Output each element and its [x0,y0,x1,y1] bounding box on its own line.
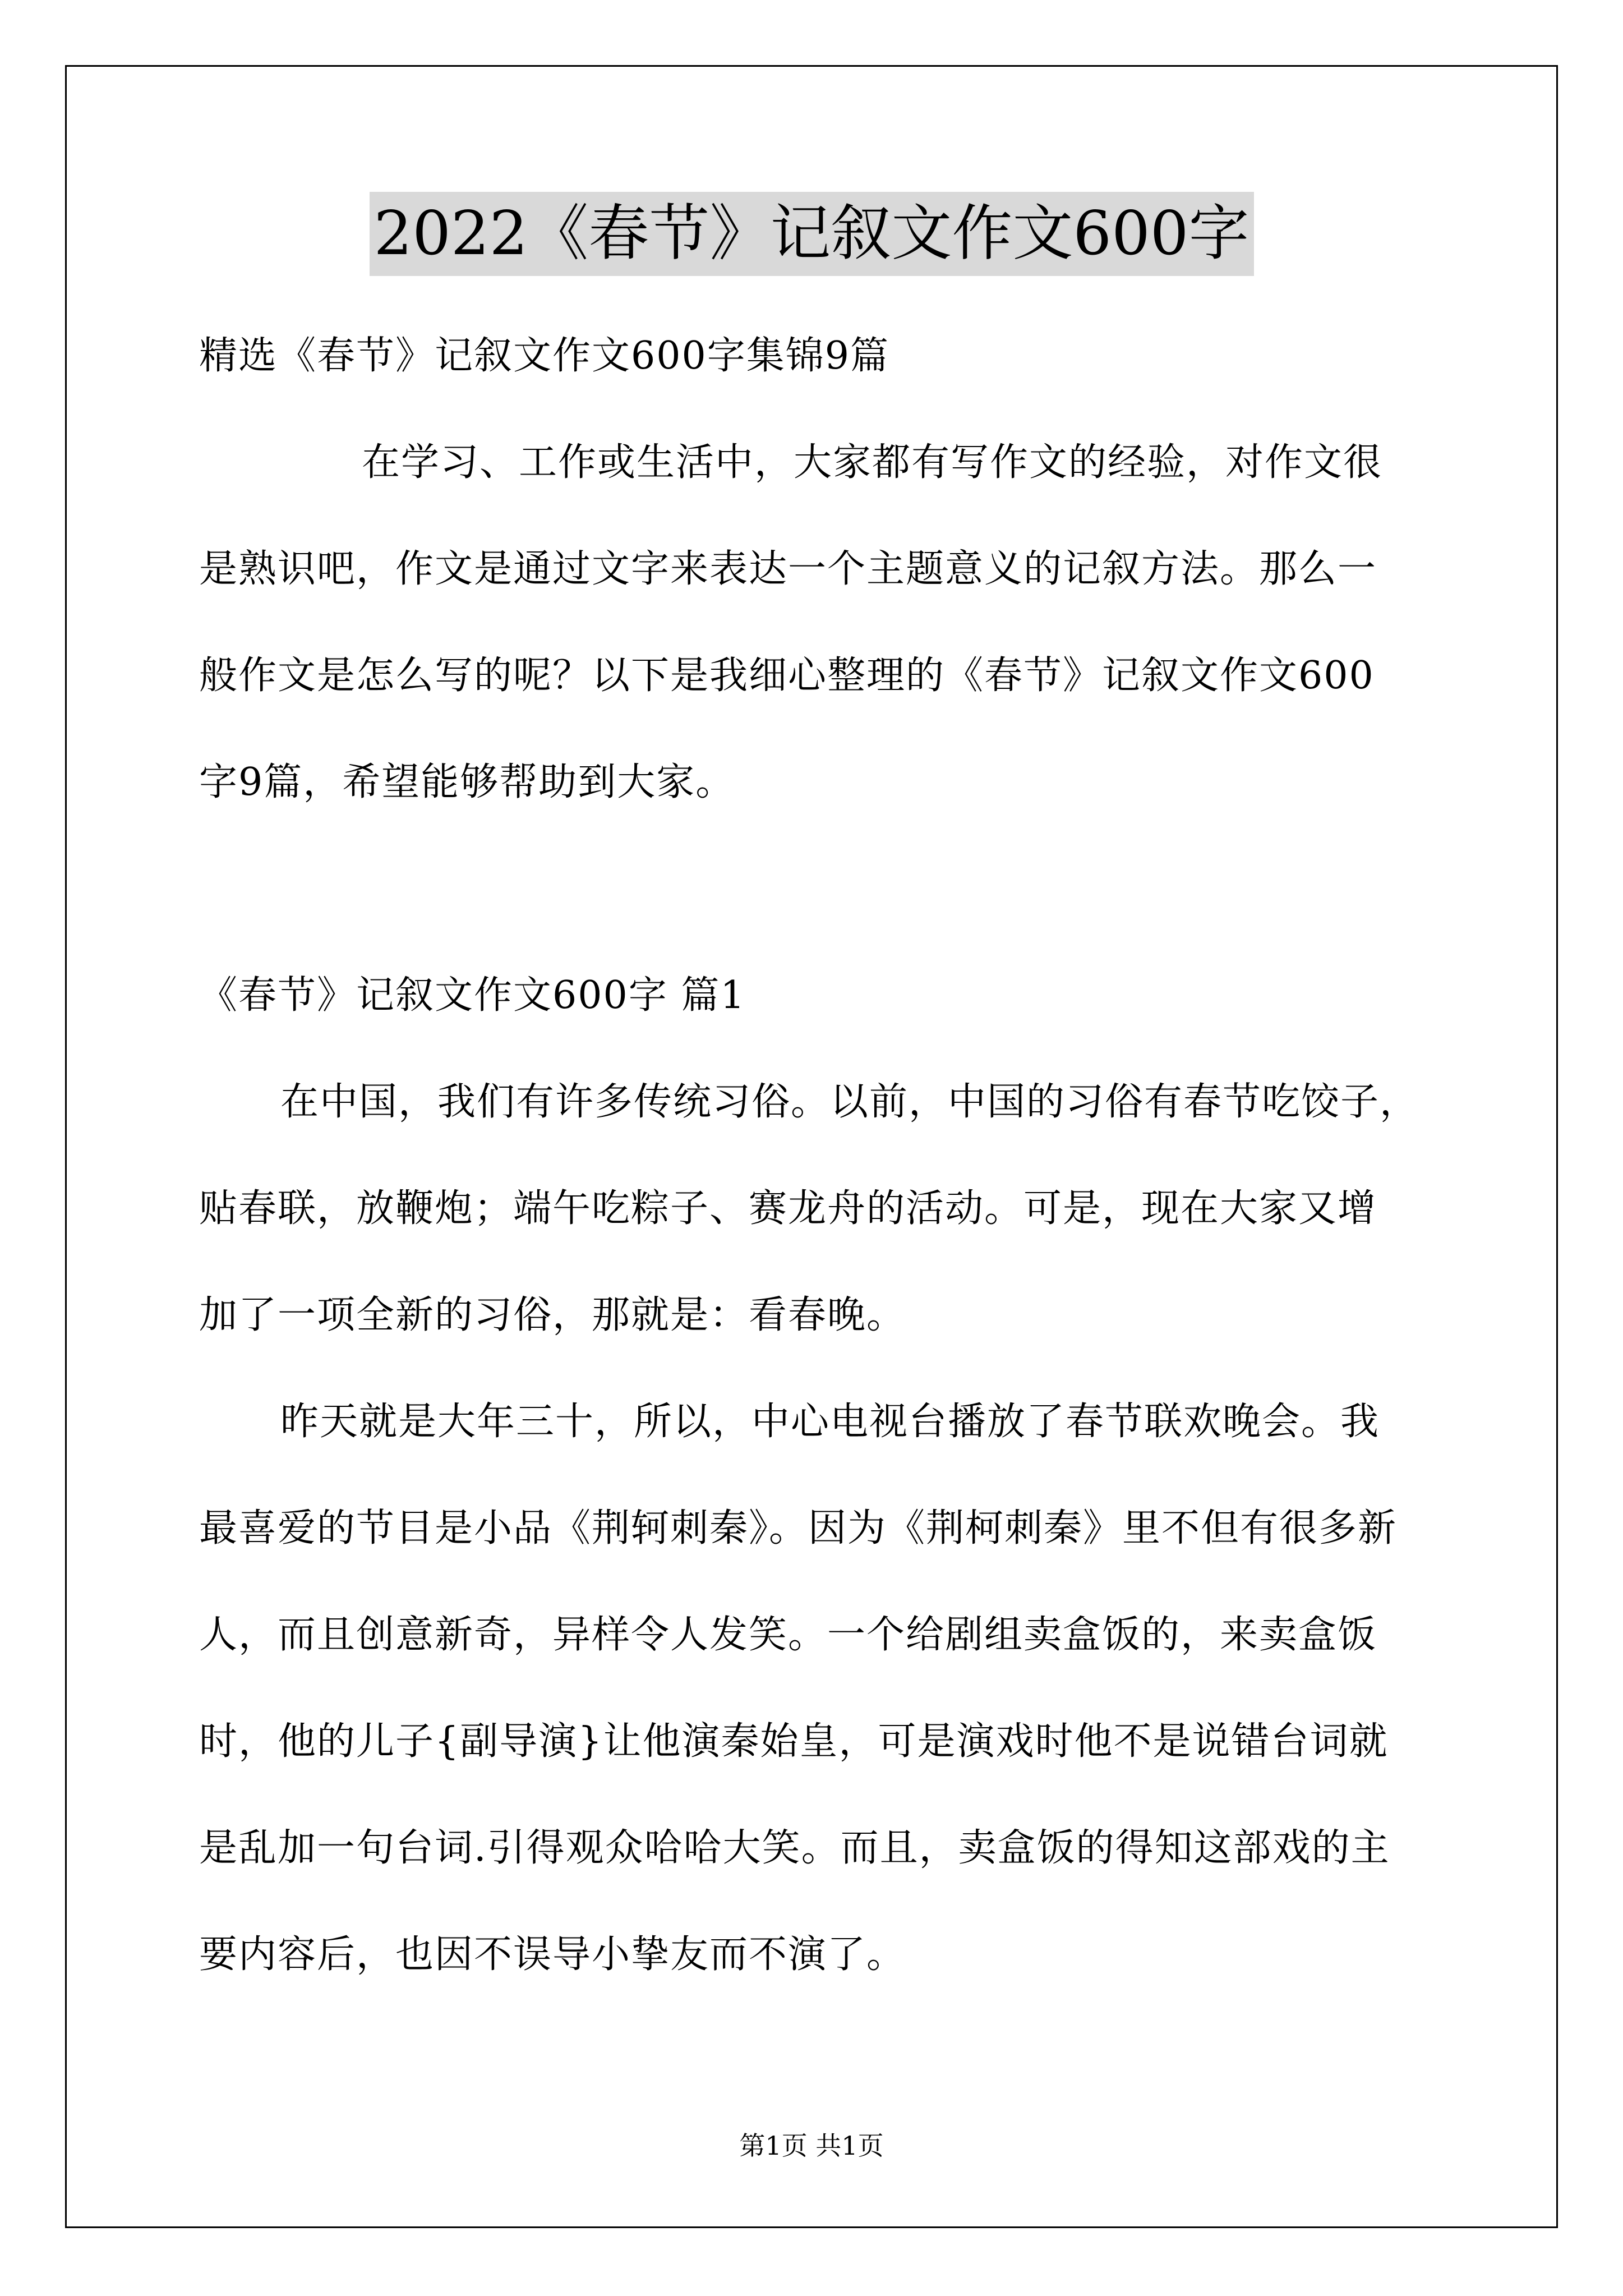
document-subtitle: 精选《春节》记叙文作文600字集锦9篇 [199,334,890,378]
intro-line: 在学习、工作或生活中，大家都有写作文的经验，对作文很 [362,440,1383,485]
section-heading: 《春节》记叙文作文600字 篇1 [199,973,746,1018]
page-footer [0,2126,1623,2165]
paragraph-line: 时，他的儿子{副导演}让他演秦始皇，可是演戏时他不是说错台词就 [199,1719,1389,1764]
document-body [199,303,1433,2008]
paragraph-line: 在中国，我们有许多传统习俗。以前，中国的习俗有春节吃饺子， [280,1080,1419,1124]
title-block [0,192,1623,276]
paragraph-line: 是乱加一句台词.引得观众哈哈大笑。而且，卖盒饭的得知这部戏的主 [199,1826,1390,1870]
page-number: 第1页 共1页 [739,2131,884,2161]
paragraph-line: 最喜爱的节目是小品《荆轲刺秦》。因为《荆柯刺秦》里不但有很多新 [199,1506,1398,1550]
paragraph-gap [199,836,1433,942]
document-title: 2022《春节》记叙文作文600字 [370,192,1254,276]
paragraph-line: 加了一项全新的习俗，那就是：看春晚。 [199,1293,906,1337]
paragraph-line: 要内容后，也因不误导小挚友而不演了。 [199,1932,906,1977]
paragraph-line: 昨天就是大年三十，所以，中心电视台播放了春节联欢晚会。我 [280,1400,1380,1444]
paragraph-line: 人，而且创意新奇，异样令人发笑。一个给剧组卖盒饭的，来卖盒饭 [199,1613,1377,1657]
paragraph-line: 贴春联，放鞭炮；端午吃粽子、赛龙舟的活动。可是，现在大家又增 [199,1186,1377,1231]
intro-line: 字9篇，希望能够帮助到大家。 [199,760,735,804]
intro-line: 是熟识吧，作文是通过文字来表达一个主题意义的记叙方法。那么一 [199,547,1377,591]
intro-line: 般作文是怎么写的呢？以下是我细心整理的《春节》记叙文作文600 [199,654,1375,698]
